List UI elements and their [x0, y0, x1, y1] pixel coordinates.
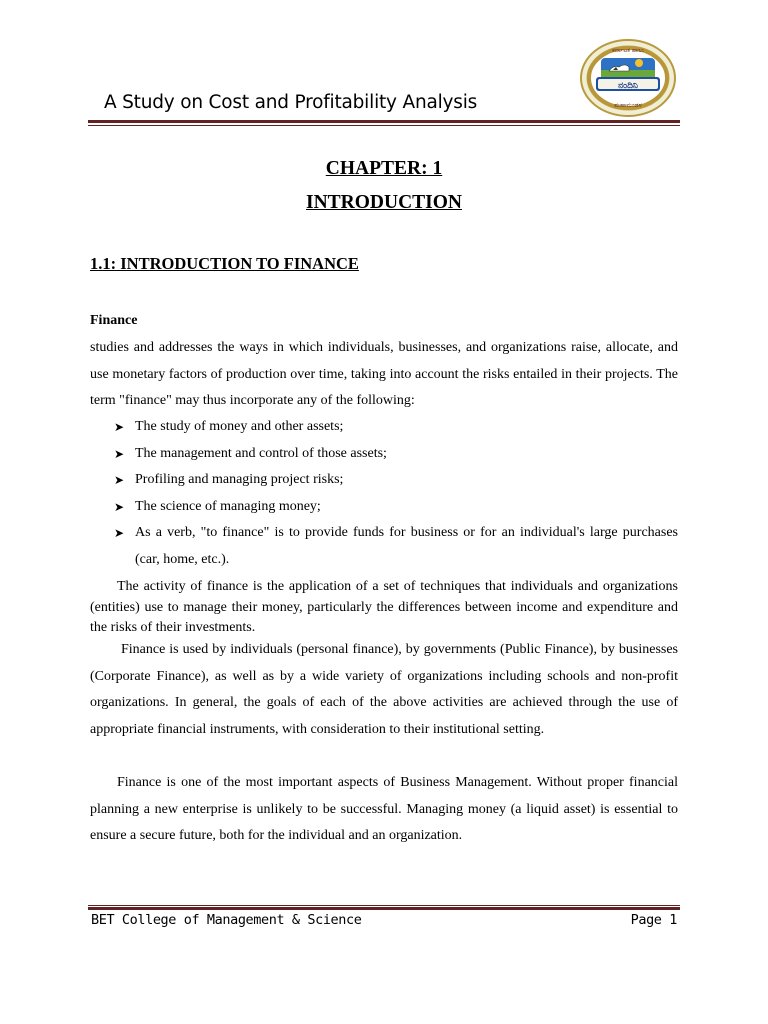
body-paragraph: Finance is one of the most important aspects of Business Management. Without proper financial planning a new enterprise is unlikely to be successful. Managing money (a liquid asset) is essential to ensure a secure future, both for the individual and an organization. — [90, 775, 678, 843]
header-rule-thick — [88, 120, 680, 123]
logo-top-text: ಕರ್ನಾಟಕ ಹಾಲು — [612, 47, 644, 54]
college-name: BET College of Management & Science — [91, 912, 362, 928]
list-item: ➤ The study of money and other assets; — [90, 414, 678, 441]
chapter-number: CHAPTER: 1 — [325, 158, 443, 179]
list-item: ➤ Profiling and managing project risks; — [90, 467, 678, 494]
chapter-title: INTRODUCTION — [305, 192, 463, 213]
footer-rule-thick — [88, 907, 680, 910]
arrow-bullet-icon: ➤ — [114, 473, 125, 487]
arrow-bullet-icon: ➤ — [114, 499, 125, 514]
footer-rule-thin — [88, 905, 680, 906]
finance-subheading: Finance — [90, 313, 138, 328]
logo-bottom-text: ಮಹಾಮಂಡಳ — [614, 102, 642, 109]
section-heading: 1.1: INTRODUCTION TO FINANCE — [90, 254, 359, 273]
logo-brand-text: ನಂದಿನಿ — [618, 81, 638, 91]
list-item: ➤ The science of managing money; — [90, 494, 678, 521]
list-item: ➤ As a verb, "to finance" is to provide funds for business or for an individual's large purchases (car, home, etc.). — [90, 520, 678, 573]
document-title: A Study on Cost and Profitability Analysis — [104, 92, 478, 113]
finance-bullet-list — [90, 414, 678, 573]
list-item: ➤ The management and control of those assets; — [90, 441, 678, 468]
body-paragraph: The activity of finance is the application of a set of techniques that individuals and organizations (entities) use to manage their money, particularly the differences between income and expenditure and the risks of their investments. — [90, 579, 678, 635]
header-rule-thin — [88, 125, 680, 126]
intro-paragraph: studies and addresses the ways in which individuals, businesses, and organizations raise, allocate, and use monetary factors of production over time, taking into account the risks entailed in their projects. The term "finance" may thus incorporate any of the following: — [90, 340, 678, 408]
nandini-logo-icon — [579, 38, 677, 118]
page-number: Page 1 — [630, 912, 677, 928]
arrow-bullet-icon: ➤ — [114, 420, 125, 434]
body-paragraph: Finance is used by individuals (personal finance), by governments (Public Finance), by businesses (Corporate Finance), as well as by a wide variety of organizations including schools and non-profit organizations. In general, the goals of each of the above activities are achieved through the use of appropriate financial instruments, with consideration to their institutional setting. — [90, 642, 682, 737]
arrow-bullet-icon: ➤ — [114, 446, 125, 461]
arrow-bullet-icon: ➤ — [114, 526, 125, 540]
